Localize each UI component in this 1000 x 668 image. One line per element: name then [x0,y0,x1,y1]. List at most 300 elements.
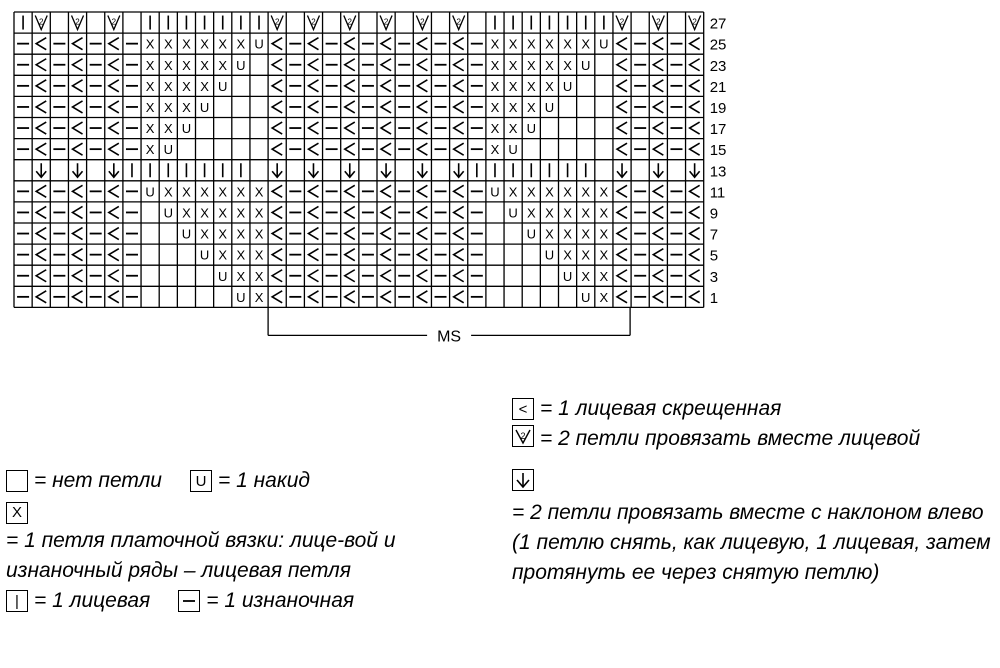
twisted-knit-stitch [36,291,46,303]
twisted-knit-stitch [653,59,663,71]
twisted-knit-stitch [272,38,282,50]
garter-stitch: X [508,36,518,52]
twisted-knit-stitch [73,270,83,282]
garter-stitch: X [182,36,191,52]
twisted-knit-stitch [690,143,700,155]
twisted-knit-stitch [73,80,83,92]
garter-stitch: X [218,57,228,73]
garter-stitch: X [563,184,572,200]
garter-stitch: X [163,99,173,115]
garter-stitch: X [599,205,609,221]
twisted-knit-stitch [454,270,464,282]
twisted-knit-stitch [653,101,663,113]
twisted-knit-stitch [36,249,46,261]
yarn-over: U [508,142,518,158]
twisted-knit-stitch [617,228,627,240]
twisted-knit-stitch [36,270,46,282]
garter-stitch: X [545,205,554,221]
yarn-over: U [562,78,573,94]
garter-stitch: X [254,184,264,200]
garter-stitch: X [545,184,554,200]
garter-stitch: X [581,205,591,221]
twisted-knit-stitch [73,143,83,155]
k2tog-icon [514,427,532,445]
garter-stitch: X [490,121,500,137]
garter-stitch: X [581,184,591,200]
twisted-knit-stitch [272,101,282,113]
garter-stitch: X [218,184,228,200]
garter-stitch: X [508,184,518,200]
twisted-knit-stitch [417,59,427,71]
garter-stitch: X [200,226,209,242]
garter-stitch: X [599,289,609,305]
legend-row-1 [6,466,506,496]
garter-symbol: X [6,502,28,524]
legend-yarn-over-text: = 1 накид [217,469,311,492]
legend-knit-text: = 1 лицевая [34,589,151,612]
twisted-knit-stitch [272,122,282,134]
legend-ssk-text: = 2 петли провязать вместе с наклоном влево (1 петлю снять, как лицевую, 1 лицевая, затем протянуть ее через снятую петлю) [512,501,991,584]
garter-stitch: X [599,247,609,263]
garter-stitch: X [526,184,536,200]
garter-stitch: X [545,57,554,73]
twisted-knit-stitch [345,38,355,50]
yarn-over: U [199,247,210,263]
twisted-knit-stitch [308,101,318,113]
twisted-knit-stitch [690,291,700,303]
legend-row-knit-purl [6,586,506,616]
yarn-over: U [526,226,536,242]
yarn-over: U [218,268,228,284]
garter-stitch: X [236,36,246,52]
garter-stitch: X [581,36,591,52]
ssk-icon [514,471,532,489]
garter-stitch: X [599,268,609,284]
garter-stitch: X [508,57,518,73]
twisted-knit-stitch [617,185,627,197]
twisted-knit-stitch [36,101,46,113]
twisted-knit-stitch [36,143,46,155]
twisted-knit-stitch [381,185,391,197]
garter-stitch: X [490,99,500,115]
twisted-knit-stitch [73,291,83,303]
yarn-over: U [490,184,500,200]
twisted-knit-stitch [272,270,282,282]
garter-stitch: X [200,184,209,200]
garter-stitch: X [200,36,209,52]
garter-stitch: X [563,247,572,263]
garter-stitch: X [563,57,572,73]
garter-stitch: X [581,247,591,263]
row-number: 27 [709,15,727,33]
legend-ssk [512,468,998,588]
twisted-knit-stitch [454,206,464,218]
garter-stitch: X [163,57,173,73]
twisted-knit-stitch [109,228,119,240]
row-number: 17 [709,121,727,139]
twisted-knit-stitch [272,185,282,197]
twisted-knit-stitch [653,143,663,155]
svg-text:2: 2 [520,431,526,441]
twisted-knit-stitch [308,38,318,50]
twisted-knit-stitch [381,206,391,218]
purl-symbol [178,590,200,612]
twisted-knit-stitch [617,38,627,50]
twisted-knit-stitch [417,228,427,240]
legend-right [512,394,998,588]
twisted-knit-stitch [617,291,627,303]
row-number: 13 [709,163,727,181]
garter-stitch: X [236,205,246,221]
k2tog-number: 2 [38,17,44,27]
twisted-knit-stitch [36,185,46,197]
garter-stitch: X [563,36,572,52]
twisted-knit-stitch [308,59,318,71]
twisted-knit-stitch [417,122,427,134]
twisted-knit-stitch [653,80,663,92]
garter-stitch: X [563,226,572,242]
legend-purl-text: = 1 изнаночная [206,589,355,612]
twisted-knit-stitch [381,101,391,113]
garter-stitch: X [163,184,173,200]
yarn-over: U [581,57,591,73]
twisted-knit-stitch [73,101,83,113]
twisted-knit-stitch [109,122,119,134]
garter-stitch: X [182,184,191,200]
twisted-knit-stitch [381,143,391,155]
twisted-knit-stitch [345,206,355,218]
yarn-over: U [163,205,173,221]
twisted-knit-stitch [345,59,355,71]
garter-stitch: X [581,226,591,242]
twisted-knit-stitch [617,80,627,92]
twisted-knit-stitch [381,38,391,50]
garter-stitch: X [545,36,554,52]
twisted-knit-stitch [454,59,464,71]
row-number: 25 [709,36,727,54]
twisted-knit-stitch [308,291,318,303]
twisted-knit-stitch [653,291,663,303]
twisted-knit-stitch [73,185,83,197]
twisted-knit-stitch [653,206,663,218]
garter-stitch: X [145,99,155,115]
twisted-knit-stitch [417,206,427,218]
twisted-knit-stitch [417,38,427,50]
garter-stitch: X [563,205,572,221]
garter-stitch: X [163,36,173,52]
twisted-knit-stitch [272,80,282,92]
twisted-knit-stitch [36,228,46,240]
k2tog-number: 2 [420,17,425,27]
twisted-knit-stitch [690,228,700,240]
twisted-knit-stitch [617,59,627,71]
ms-label: MS [437,328,462,346]
row-number: 1 [709,289,719,307]
twisted-knit-stitch [454,185,464,197]
twisted-knit-stitch [454,249,464,261]
twisted-knit-stitch [417,249,427,261]
garter-stitch: X [508,99,518,115]
row-number: 23 [709,57,727,75]
twisted-knit-stitch [308,122,318,134]
yarn-over: U [581,289,591,305]
twisted-knit-stitch [454,228,464,240]
k2tog-number: 2 [347,17,353,27]
twisted-knit-stitch [617,143,627,155]
twisted-knit-stitch [109,291,119,303]
garter-stitch: X [490,57,500,73]
twisted-knit-stitch [308,249,318,261]
garter-stitch: X [545,78,554,94]
k2tog-number: 2 [111,17,117,27]
legend-no-stitch-text: = нет петли [34,469,162,492]
twisted-knit-stitch [109,270,119,282]
k2tog-number: 2 [456,17,461,27]
twisted-knit-stitch [109,38,119,50]
twisted-knit-stitch [690,38,700,50]
twisted-knit-stitch [690,270,700,282]
k2tog-number: 2 [75,17,80,27]
garter-stitch: X [145,142,155,158]
yarn-over: U [145,184,155,200]
garter-stitch: X [508,121,518,137]
garter-stitch: X [236,247,246,263]
twisted-knit-stitch [73,206,83,218]
yarn-over: U [236,289,246,305]
twisted-knit-stitch [454,80,464,92]
twisted-knit-stitch [454,122,464,134]
garter-stitch: X [182,205,191,221]
row-number: 11 [709,184,726,202]
garter-stitch: X [490,36,500,52]
twisted-knit-stitch [272,143,282,155]
twisted-knit-stitch [272,206,282,218]
garter-stitch: X [218,36,228,52]
garter-stitch: X [508,78,518,94]
twisted-knit-stitch [36,59,46,71]
twisted-knit-stitch [381,80,391,92]
row-number: 15 [709,142,727,160]
garter-stitch: X [200,57,209,73]
garter-stitch: X [200,78,209,94]
twisted-knit-stitch [109,59,119,71]
purl-icon [181,593,197,609]
garter-stitch: X [236,184,246,200]
row-number: 19 [709,99,727,117]
garter-stitch: X [254,205,264,221]
twisted-knit-stitch [109,143,119,155]
garter-stitch: X [526,36,536,52]
garter-stitch: X [145,36,155,52]
twisted-knit-stitch [36,38,46,50]
k2tog-number: 2 [619,17,625,27]
twisted-knit-stitch [690,80,700,92]
garter-stitch: X [490,78,500,94]
twisted-knit-stitch [454,143,464,155]
twisted-knit-stitch [109,101,119,113]
twisted-knit-stitch [417,270,427,282]
twisted-knit-stitch [381,291,391,303]
twisted-knit-stitch [345,185,355,197]
k2tog-number: 2 [692,17,697,27]
twisted-knit-stitch [73,59,83,71]
garter-stitch: X [236,226,246,242]
row-number: 21 [709,78,727,96]
twisted-knit-stitch [272,228,282,240]
twisted-knit-stitch [417,185,427,197]
twisted-knit-stitch [690,206,700,218]
row-number: 3 [709,268,719,286]
yarn-over: U [562,268,573,284]
twisted-knit-stitch [617,122,627,134]
twisted-knit-stitch [617,249,627,261]
twisted-knit-stitch [109,185,119,197]
twisted-knit-stitch [345,228,355,240]
twisted-knit-stitch [308,185,318,197]
twisted-knit-stitch [690,59,700,71]
garter-stitch: X [163,121,173,137]
twisted-knit-stitch [73,38,83,50]
twisted-knit-stitch [345,291,355,303]
twisted-knit-stitch [73,249,83,261]
no-stitch-symbol [6,470,28,492]
twisted-knit-stitch [690,101,700,113]
twisted-knit-stitch [653,185,663,197]
yarn-over-symbol: U [190,470,212,492]
garter-stitch: X [218,247,228,263]
garter-stitch: X [526,99,536,115]
twisted-knit-stitch [109,206,119,218]
yarn-over: U [218,78,228,94]
twisted-knit-stitch [345,80,355,92]
garter-stitch: X [254,226,264,242]
yarn-over: U [508,205,518,221]
twisted-knit-stitch [345,249,355,261]
twisted-knit-stitch [73,122,83,134]
twisted-knit-stitch [36,122,46,134]
garter-stitch: X [218,205,228,221]
twisted-knit-stitch [417,80,427,92]
twisted-knit-stitch [690,249,700,261]
twisted-knit-stitch [417,291,427,303]
twisted-knit-stitch [653,249,663,261]
garter-stitch: X [218,226,228,242]
k2tog-number: 2 [311,17,316,27]
twisted-knit-stitch [653,38,663,50]
garter-stitch: X [145,57,155,73]
twisted-knit-stitch [345,143,355,155]
garter-stitch: X [490,142,500,158]
twisted-knit-stitch [109,80,119,92]
yarn-over: U [526,121,536,137]
twisted-knit-stitch [417,101,427,113]
garter-stitch: X [526,57,536,73]
twisted-knit-stitch [381,228,391,240]
twisted-knit-stitch [308,270,318,282]
twisted-knit-stitch [109,249,119,261]
twisted-knit-stitch [345,101,355,113]
k2tog-number: 2 [383,17,389,27]
garter-stitch: X [145,78,155,94]
garter-stitch: X [200,205,209,221]
row-number: 9 [709,205,719,223]
yarn-over: U [181,226,192,242]
k2tog-number: 2 [274,17,280,27]
legend-k2tog-text: = 2 петли провязать вместе лицевой [540,427,921,450]
row-number: 5 [709,247,719,265]
twisted-knit-stitch [617,206,627,218]
twisted-knit-stitch [653,270,663,282]
garter-stitch: X [236,268,246,284]
legend-twisted [512,394,998,424]
garter-stitch: X [581,268,591,284]
twisted-knit-stitch [690,122,700,134]
twisted-knit-stitch [272,291,282,303]
yarn-over: U [599,36,609,52]
twisted-knit-stitch [454,291,464,303]
twisted-knit-stitch [617,270,627,282]
garter-stitch: X [526,78,536,94]
twisted-knit-stitch [308,143,318,155]
garter-stitch: X [182,78,191,94]
legend-twisted-text: = 1 лицевая скрещенная [540,397,782,420]
yarn-over: U [236,57,246,73]
twisted-knit-stitch [36,80,46,92]
garter-stitch: X [526,205,536,221]
twisted-knit-stitch [308,206,318,218]
yarn-over: U [544,247,555,263]
yarn-over: U [254,36,264,52]
legend-left [6,466,506,616]
legend-garter-text: = 1 петля платочной вязки: лице-вой и изнаночный ряды – лицевая петля [6,529,396,582]
twisted-knit-stitch [653,228,663,240]
yarn-over: U [163,142,173,158]
twisted-knit-stitch [617,101,627,113]
garter-stitch: X [254,289,264,305]
twisted-knit-stitch [653,122,663,134]
garter-stitch: X [599,226,609,242]
garter-stitch: X [182,57,191,73]
garter-stitch: X [145,121,155,137]
twisted-knit-stitch [381,122,391,134]
twisted-knit-stitch [690,185,700,197]
yarn-over: U [199,99,210,115]
garter-stitch: X [254,268,264,284]
twisted-knit-stitch [454,101,464,113]
twisted-knit-stitch [417,143,427,155]
twisted-knit-stitch [381,249,391,261]
k2tog-number: 2 [656,17,661,27]
row-number: 7 [709,226,719,244]
k2tog-symbol [512,425,534,447]
twisted-knit-stitch [36,206,46,218]
garter-stitch: X [545,226,554,242]
yarn-over: U [181,121,192,137]
twisted-knit-stitch [454,38,464,50]
twisted-knit-symbol: < [512,398,534,420]
twisted-knit-stitch [308,228,318,240]
ssk-symbol [512,469,534,491]
knit-symbol: | [6,590,28,612]
legend-k2tog [512,424,998,454]
garter-stitch: X [599,184,609,200]
garter-stitch: X [254,247,264,263]
twisted-knit-stitch [272,249,282,261]
twisted-knit-stitch [272,59,282,71]
twisted-knit-stitch [381,270,391,282]
garter-stitch: X [182,99,191,115]
yarn-over: U [544,99,555,115]
